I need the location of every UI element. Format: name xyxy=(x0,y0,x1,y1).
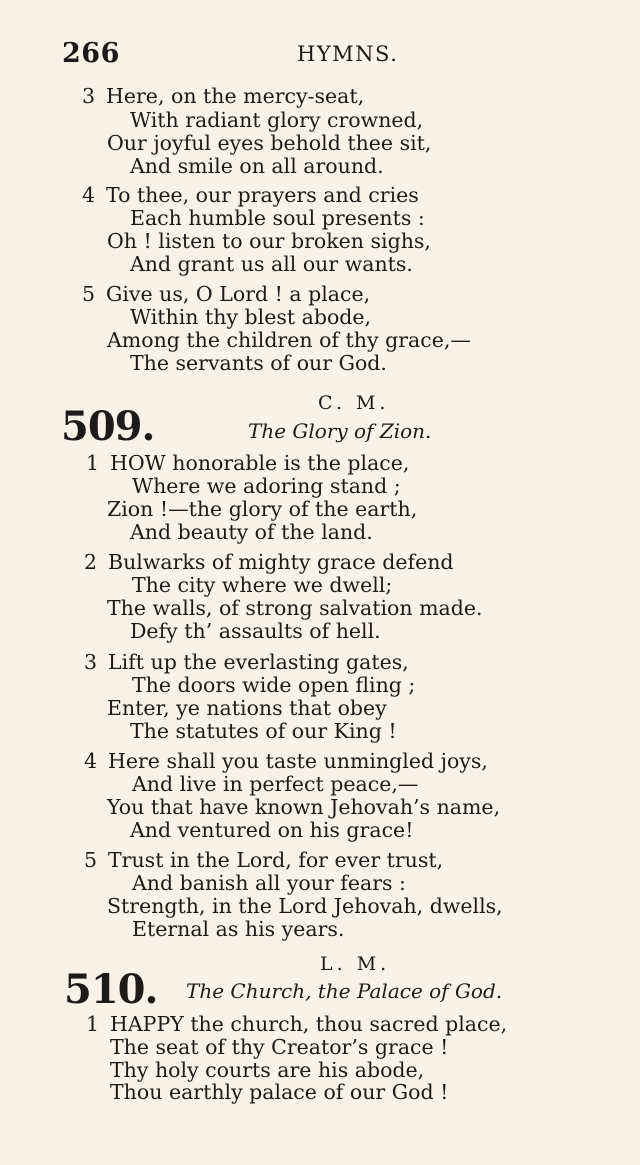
stanza-line-first xyxy=(84,848,443,872)
running-title: HYMNS. xyxy=(297,42,399,66)
verse-text: HAPPY the church, thou sacred place, xyxy=(110,1012,508,1036)
stanza-line: Defy th’ assaults of hell. xyxy=(130,619,381,643)
verse-number: 3 xyxy=(82,84,96,108)
stanza-line: The doors wide open fling ; xyxy=(132,673,416,697)
stanza-line: Each humble soul presents : xyxy=(130,206,425,230)
stanza-line-first xyxy=(86,1012,507,1036)
verse-number: 3 xyxy=(84,650,98,674)
verse-number: 1 xyxy=(86,451,100,475)
stanza-line: Among the children of thy grace,— xyxy=(107,328,471,352)
stanza-line: Within thy blest abode, xyxy=(130,305,372,329)
stanza-line: Thou earthly palace of our God ! xyxy=(110,1080,449,1104)
stanza-line: Eternal as his years. xyxy=(132,917,345,941)
stanza-line: The walls, of strong salvation made. xyxy=(107,596,483,620)
page-header xyxy=(0,38,640,72)
verse-text: Bulwarks of mighty grace defend xyxy=(108,550,454,574)
verse-number: 1 xyxy=(86,1012,100,1036)
stanza-line: The statutes of our King ! xyxy=(130,719,397,743)
verse-text: To thee, our prayers and cries xyxy=(106,183,419,207)
stanza-line-first xyxy=(82,183,419,207)
stanza-line: With radiant glory crowned, xyxy=(130,108,424,132)
stanza-line: Our joyful eyes behold thee sit, xyxy=(107,131,432,155)
verse-text: Here shall you taste unmingled joys, xyxy=(108,749,488,773)
verse-number: 4 xyxy=(84,749,98,773)
stanza-line: And grant us all our wants. xyxy=(130,252,413,276)
stanza-line: The servants of our God. xyxy=(130,351,387,375)
stanza-line-first xyxy=(82,282,370,306)
page-number: 266 xyxy=(62,38,120,69)
verse-number: 2 xyxy=(84,550,98,574)
stanza-line: And smile on all around. xyxy=(130,154,384,178)
verse-text: Give us, O Lord ! a place, xyxy=(106,282,371,306)
verse-number: 5 xyxy=(82,282,96,306)
stanza-line: Thy holy courts are his abode, xyxy=(110,1058,425,1082)
stanza-line-first xyxy=(82,84,364,108)
hymn-number: 510. xyxy=(64,966,158,1013)
stanza-line: You that have known Jehovah’s name, xyxy=(107,795,501,819)
hymn-title: The Glory of Zion. xyxy=(248,419,432,443)
hymn-title: The Church, the Palace of God. xyxy=(186,979,503,1003)
verse-text: Lift up the everlasting gates, xyxy=(108,650,409,674)
stanza-line-first xyxy=(84,550,454,574)
stanza-line: Oh ! listen to our broken sighs, xyxy=(107,229,431,253)
stanza-line: Where we adoring stand ; xyxy=(132,474,401,498)
verse-number: 4 xyxy=(82,183,96,207)
hymn-meter: C. M. xyxy=(318,392,390,414)
verse-number: 5 xyxy=(84,848,98,872)
stanza-line: Strength, in the Lord Jehovah, dwells, xyxy=(107,894,503,918)
stanza-line: Zion !—the glory of the earth, xyxy=(107,497,418,521)
verse-text: HOW honorable is the place, xyxy=(110,451,410,475)
stanza-line-first xyxy=(86,451,409,475)
stanza-line: The city where we dwell; xyxy=(132,573,393,597)
stanza-line-first xyxy=(84,749,488,773)
hymn-number: 509. xyxy=(61,403,155,450)
hymn-meter: L. M. xyxy=(320,953,391,975)
stanza-line: And live in perfect peace,— xyxy=(132,772,419,796)
verse-text: Here, on the mercy-seat, xyxy=(106,84,365,108)
stanza-line: And ventured on his grace! xyxy=(130,818,414,842)
stanza-line: And banish all your fears : xyxy=(132,871,406,895)
stanza-line: Enter, ye nations that obey xyxy=(107,696,387,720)
stanza-line: And beauty of the land. xyxy=(130,520,373,544)
stanza-line: The seat of thy Creator’s grace ! xyxy=(110,1035,449,1059)
stanza-line-first xyxy=(84,650,409,674)
verse-text: Trust in the Lord, for ever trust, xyxy=(108,848,444,872)
